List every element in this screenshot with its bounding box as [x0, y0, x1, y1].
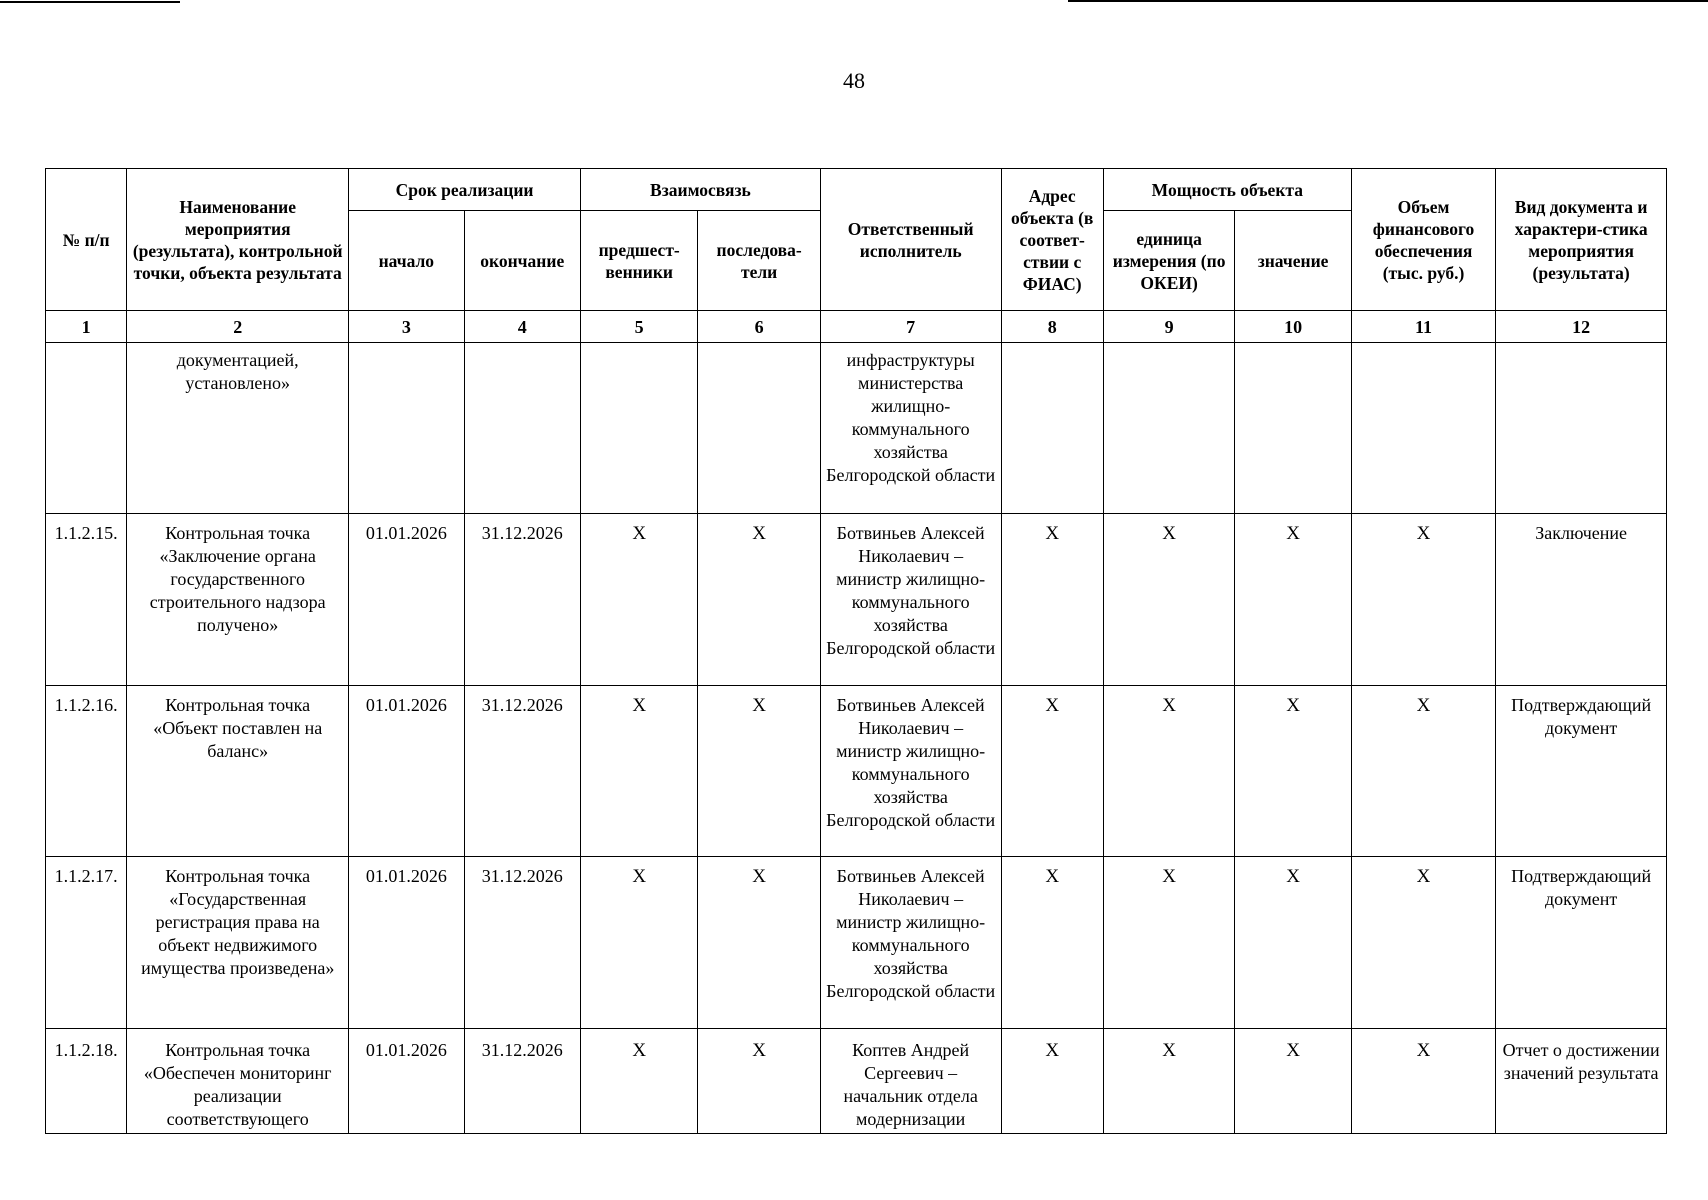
header-value: значение — [1235, 211, 1351, 311]
header-funding: Объем финансового обеспечения (тыс. руб.) — [1351, 169, 1496, 311]
column-number: 8 — [1001, 311, 1103, 343]
table-row — [46, 514, 1667, 686]
row-unit: X — [1103, 857, 1234, 1029]
row-id: 1.1.2.15. — [46, 514, 127, 686]
header-relation: Взаимосвязь — [580, 169, 820, 211]
row-responsible: Ботвиньев Алексей Николаевич – министр жилищно-коммунального хозяйства Белгородской области — [820, 514, 1001, 686]
column-number: 12 — [1496, 311, 1667, 343]
header-start: начало — [349, 211, 464, 311]
row-start: 01.01.2026 — [349, 1029, 464, 1134]
row-doc-type: Заключение — [1496, 514, 1667, 686]
row-predecessors: X — [580, 514, 697, 686]
table-row — [46, 343, 1667, 514]
row-end: 31.12.2026 — [464, 857, 580, 1029]
column-number: 9 — [1103, 311, 1234, 343]
header-row-1 — [46, 169, 1667, 211]
table-row — [46, 686, 1667, 857]
row-responsible: Коптев Андрей Сергеевич – начальник отдела модернизации — [820, 1029, 1001, 1134]
row-value: X — [1235, 514, 1351, 686]
header-capacity: Мощность объекта — [1103, 169, 1351, 211]
row-id — [46, 343, 127, 514]
row-start: 01.01.2026 — [349, 514, 464, 686]
row-successors: X — [698, 514, 820, 686]
header-predecessors: предшест-венники — [580, 211, 697, 311]
row-responsible: Ботвиньев Алексей Николаевич – министр жилищно-коммунального хозяйства Белгородской области — [820, 857, 1001, 1029]
column-number: 4 — [464, 311, 580, 343]
row-address — [1001, 343, 1103, 514]
row-successors — [698, 343, 820, 514]
row-value: X — [1235, 857, 1351, 1029]
row-end — [464, 343, 580, 514]
row-end: 31.12.2026 — [464, 1029, 580, 1134]
row-doc-type: Отчет о достижении значений результата — [1496, 1029, 1667, 1134]
row-predecessors: X — [580, 686, 697, 857]
row-successors: X — [698, 1029, 820, 1134]
row-doc-type — [1496, 343, 1667, 514]
row-address: X — [1001, 514, 1103, 686]
row-address: X — [1001, 1029, 1103, 1134]
header-doc-type: Вид документа и характери-стика мероприятия (результата) — [1496, 169, 1667, 311]
header-address: Адрес объекта (в соответ-ствии с ФИАС) — [1001, 169, 1103, 311]
row-end: 31.12.2026 — [464, 686, 580, 857]
header-end: окончание — [464, 211, 580, 311]
row-name: Контрольная точка «Объект поставлен на баланс» — [127, 686, 349, 857]
row-value — [1235, 343, 1351, 514]
table-row — [46, 857, 1667, 1029]
row-unit — [1103, 343, 1234, 514]
row-unit: X — [1103, 514, 1234, 686]
row-address: X — [1001, 857, 1103, 1029]
top-rule-left — [0, 1, 180, 3]
row-address: X — [1001, 686, 1103, 857]
row-start — [349, 343, 464, 514]
header-successors: последова-тели — [698, 211, 820, 311]
header-responsible: Ответственный исполнитель — [820, 169, 1001, 311]
page-number: 48 — [843, 68, 865, 93]
row-predecessors — [580, 343, 697, 514]
row-id: 1.1.2.16. — [46, 686, 127, 857]
table-row — [46, 1029, 1667, 1134]
column-number: 7 — [820, 311, 1001, 343]
column-number: 6 — [698, 311, 820, 343]
column-number: 10 — [1235, 311, 1351, 343]
column-number: 5 — [580, 311, 697, 343]
column-number: 1 — [46, 311, 127, 343]
row-id: 1.1.2.17. — [46, 857, 127, 1029]
column-number: 3 — [349, 311, 464, 343]
row-successors: X — [698, 686, 820, 857]
row-funding: X — [1351, 514, 1496, 686]
header-name: Наименование мероприятия (результата), контрольной точки, объекта результата — [127, 169, 349, 311]
header-num: № п/п — [46, 169, 127, 311]
row-unit: X — [1103, 686, 1234, 857]
row-funding: X — [1351, 1029, 1496, 1134]
row-start: 01.01.2026 — [349, 857, 464, 1029]
row-doc-type: Подтверждающий документ — [1496, 857, 1667, 1029]
row-funding — [1351, 343, 1496, 514]
row-unit: X — [1103, 1029, 1234, 1134]
column-number: 2 — [127, 311, 349, 343]
row-funding: X — [1351, 857, 1496, 1029]
header-period: Срок реализации — [349, 169, 581, 211]
row-name: Контрольная точка «Обеспечен мониторинг реализации соответствующего — [127, 1029, 349, 1134]
row-name: Контрольная точка «Государственная регистрация права на объект недвижимого имущества произведена» — [127, 857, 349, 1029]
top-rule-right — [1068, 0, 1708, 2]
header-unit: единица измерения (по ОКЕИ) — [1103, 211, 1234, 311]
row-name: Контрольная точка «Заключение органа государственного строительного надзора получено» — [127, 514, 349, 686]
row-id: 1.1.2.18. — [46, 1029, 127, 1134]
row-name: документацией, установлено» — [127, 343, 349, 514]
row-predecessors: X — [580, 1029, 697, 1134]
row-responsible: инфраструктуры министерства жилищно-коммунального хозяйства Белгородской области — [820, 343, 1001, 514]
row-start: 01.01.2026 — [349, 686, 464, 857]
row-funding: X — [1351, 686, 1496, 857]
row-doc-type: Подтверждающий документ — [1496, 686, 1667, 857]
column-number-row — [46, 311, 1667, 343]
row-successors: X — [698, 857, 820, 1029]
row-value: X — [1235, 1029, 1351, 1134]
row-predecessors: X — [580, 857, 697, 1029]
row-end: 31.12.2026 — [464, 514, 580, 686]
row-value: X — [1235, 686, 1351, 857]
column-number: 11 — [1351, 311, 1496, 343]
events-table — [45, 168, 1667, 1134]
row-responsible: Ботвиньев Алексей Николаевич – министр жилищно-коммунального хозяйства Белгородской области — [820, 686, 1001, 857]
